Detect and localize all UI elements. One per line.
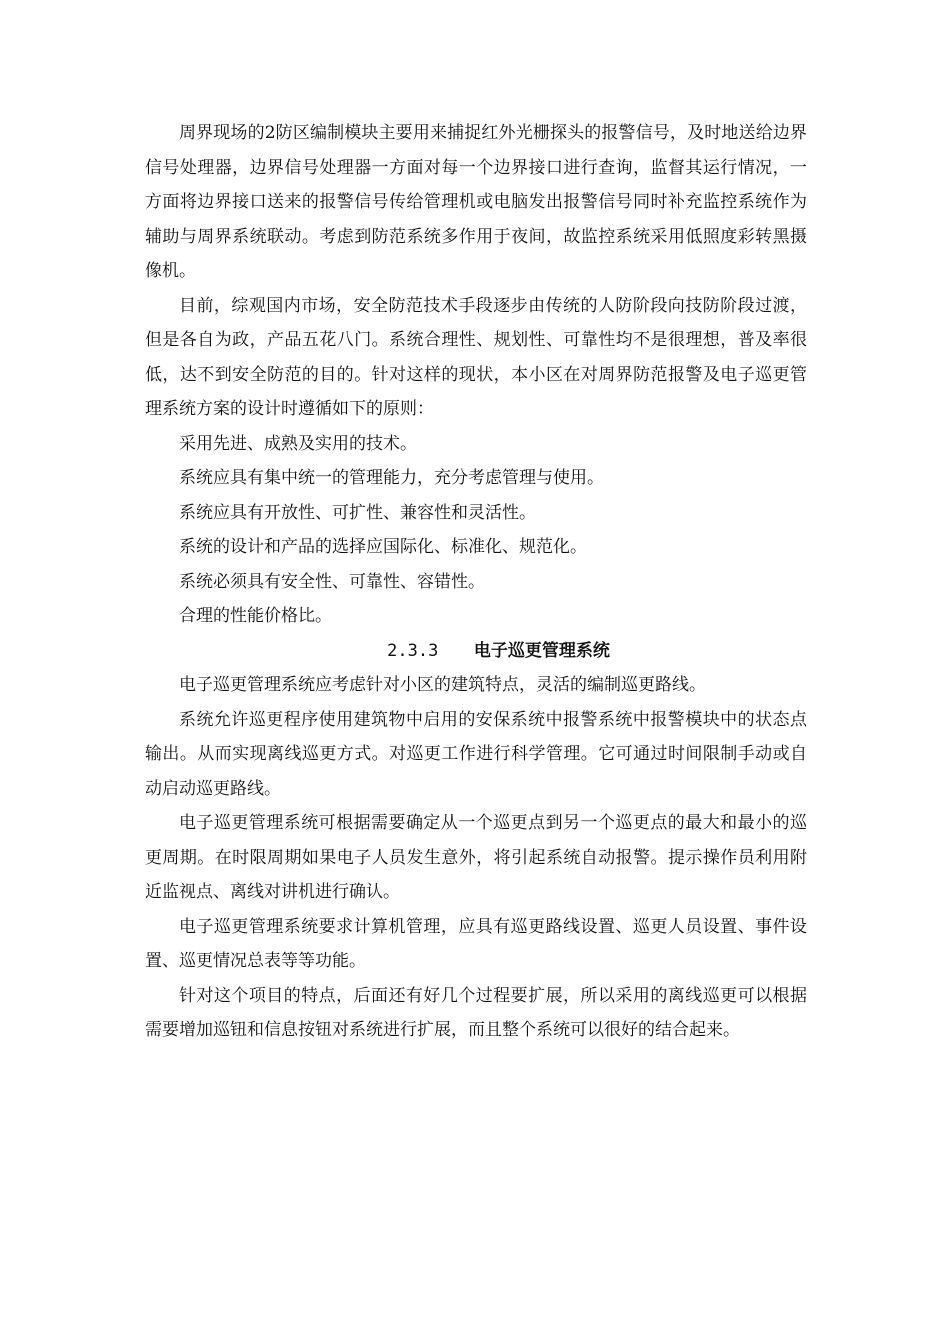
principle-item-4: 系统的设计和产品的选择应国际化、标准化、规范化。 [179, 537, 587, 557]
paragraph-patrol-period: 电子巡更管理系统可根据需要确定从一个巡更点到另一个巡更点的最大和最小的巡更周期。在时限周期如果电子人员发生意外，将引起系统自动报警。提示操作员利用附近监视点、离线对讲机进行确认。 [145, 813, 807, 902]
section-number: 2.3.3 [387, 640, 439, 661]
principle-item-3: 系统应具有开放性、可扩性、兼容性和灵活性。 [179, 502, 536, 523]
document-body [145, 116, 807, 1048]
paragraph-patrol-management: 电子巡更管理系统要求计算机管理，应具有巡更路线设置、巡更人员设置、事件设置、巡更情况总表等等功能。 [145, 916, 807, 971]
section-heading [145, 634, 807, 669]
paragraph-perimeter-module: 周界现场的2防区编制模块主要用来捕捉红外光栅探头的报警信号，及时地送给边界信号处理器，边界信号处理器一方面对每一个边界接口进行查询，监督其运行情况，一方面将边界接口送来的报警信号传给管理机或电脑发出报警信号同时补充监控系统作为辅助与周界系统联动。考虑到防范系统多作用于夜间，故监控系统采用低照度彩转黑摄像机。 [145, 123, 807, 281]
principle-item-2: 系统应具有集中统一的管理能力，充分考虑管理与使用。 [179, 468, 604, 488]
paragraph-patrol-program: 系统允许巡更程序使用建筑物中启用的安保系统中报警系统中报警模块中的状态点输出。从而实现离线巡更方式。对巡更工作进行科学管理。它可通过时间限制手动或自动启动巡更路线。 [145, 709, 807, 799]
section-title: 电子巡更管理系统 [473, 640, 610, 661]
paragraph-market-overview: 目前，综观国内市场，安全防范技术手段逐步由传统的人防阶段向技防阶段过渡，但是各自为政，产品五花八门。系统合理性、规划性、可靠性均不是很理想，普及率很低，达不到安全防范的目的。针对这样的现状，本小区在对周界防范报警及电子巡更管理系统方案的设计时遵循如下的原则： [145, 295, 807, 419]
principle-item-6: 合理的性能价格比。 [179, 606, 332, 626]
principle-item-1: 采用先进、成熟及实用的技术。 [179, 433, 417, 454]
paragraph-patrol-route: 电子巡更管理系统应考虑针对小区的建筑特点，灵活的编制巡更路线。 [179, 675, 706, 695]
principle-item-5: 系统必须具有安全性、可靠性、容错性。 [179, 571, 485, 592]
paragraph-project-extension: 针对这个项目的特点，后面还有好几个过程要扩展，所以采用的离线巡更可以根据需要增加巡钮和信息按钮对系统进行扩展，而且整个系统可以很好的结合起来。 [145, 985, 807, 1040]
